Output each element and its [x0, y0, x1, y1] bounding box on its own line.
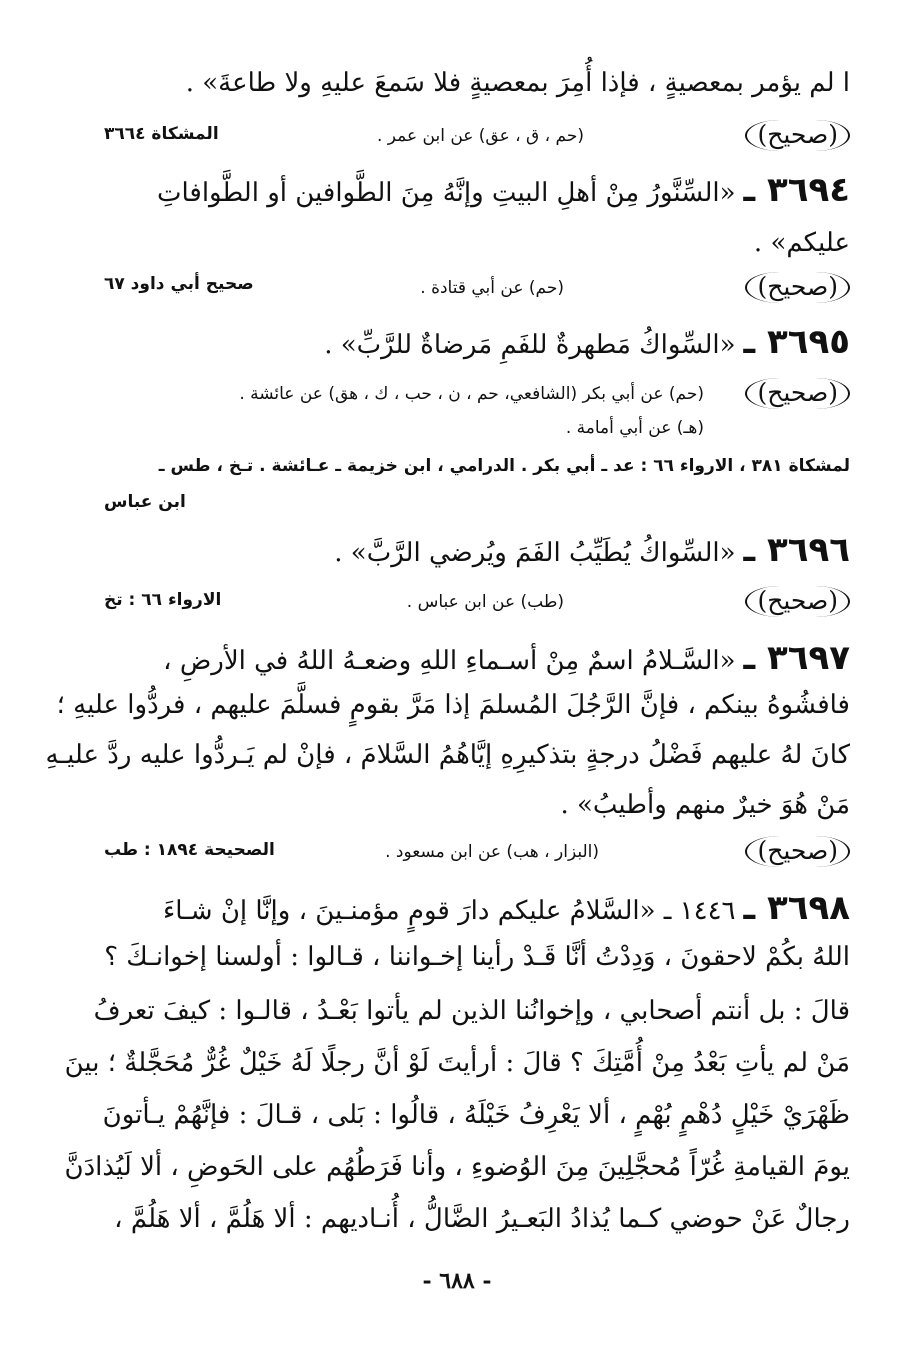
source-text: (حم) عن أبي قتادة .	[420, 278, 564, 298]
grade-badge: (صحيح)	[745, 378, 850, 409]
reference-text: ابن عباس	[104, 492, 186, 512]
hadith-3697-line	[96, 638, 850, 678]
hadith-number: ٣٦٩٤ ـ	[743, 170, 850, 210]
page-number: - ٦٨٨ -	[422, 1268, 492, 1294]
reference-text: صحيح أبي داود ٦٧	[104, 274, 254, 294]
hadith-number: ٣٦٩٦ ـ	[743, 530, 850, 570]
text-line: كانَ لهُ عليهم فَضْلُ درجةٍ بتذكيرِهِ إيَّاهُمُ السَّلامَ ، فإنْ لم يَـردُّوا عليه ردَّ عليـهِ	[45, 740, 850, 770]
text-line: اللهُ بكُمْ لاحقونَ ، وَدِدْتُ أنَّا قَـدْ رأينا إخـواننا ، قـالوا : أولسنا إخوانـكَ ؟	[104, 942, 850, 972]
hadith-number: ٣٦٩٧ ـ	[743, 638, 850, 678]
text-line: يومَ القيامةِ غُرّاً مُحجَّلِينَ مِنَ الوُضوءِ ، وأنا فَرَطُهُم على الحَوضِ ، ألا لَيُذادَنَّ	[64, 1152, 850, 1182]
grade-badge: (صحيح)	[745, 272, 850, 303]
source-text: (البزار ، هب) عن ابن مسعود .	[385, 842, 599, 862]
text-line: فافشُوهُ بينكم ، فإنَّ الرَّجُلَ المُسلمَ إذا مَرَّ بقومٍ فسلَّمَ عليهم ، فردُّوا عليهِ ؛	[56, 690, 850, 720]
hadith-3698-line	[96, 888, 850, 928]
source-text: (هـ) عن أبي أمامة .	[565, 418, 704, 438]
text-line: مَنْ هُوَ خيرٌ منهم وأطيبُ» .	[560, 790, 850, 820]
text-line: عليكم» .	[753, 228, 850, 258]
hadith-3696-line	[96, 530, 850, 570]
source-text: (طب) عن ابن عباس .	[406, 592, 564, 612]
hadith-text: «السِّواكُ يُطَيِّبُ الفَمَ ويُرضي الرَّبَّ» .	[334, 538, 736, 568]
grade-badge: (صحيح)	[745, 120, 850, 151]
source-text: (حم) عن أبي بكر (الشافعي، حم ، ن ، حب ، ك ، هق) عن عائشة .	[239, 384, 704, 404]
reference-text: الارواء ٦٦ : تخ	[104, 590, 222, 610]
text-line: ا لم يؤمر بمعصيةٍ ، فإذا أُمِرَ بمعصيةٍ فلا سَمعَ عليهِ ولا طاعةَ» .	[185, 68, 850, 98]
text-line: مَنْ لم يأتِ بَعْدُ مِنْ أُمَّتِكَ ؟ قالَ : أرأيتَ لَوْ أنَّ رجلًا لَهُ خَيْلٌ غُرٌّ مُحَجَّلةٌ ؛ بينَ	[64, 1048, 850, 1078]
text-line: رجالٌ عَنْ حوضي كـما يُذادُ البَعـيرُ الضَّالُّ ، أُنـاديهم : ألا هَلُمَّ ، ألا هَلُمَّ ،	[114, 1204, 850, 1234]
hadith-text: «السِّنَّورُ مِنْ أهلِ البيتِ وإنَّهُ مِنَ الطَّوافين أو الطَّوافاتِ	[157, 178, 736, 208]
hadith-text: «السِّواكُ مَطهرةٌ للفَمِ مَرضاةٌ للرَّبِّ» .	[324, 330, 736, 360]
hadith-3694-line	[96, 170, 850, 210]
hadith-text: ١٤٤٦ ـ «السَّلامُ عليكم دارَ قومٍ مؤمنـينَ ، وإنَّا إنْ شـاءَ	[163, 896, 736, 926]
text-line: قالَ : بل أنتم أصحابي ، وإخوانُنا الذين لم يأتوا بَعْـدُ ، قالـوا : كيفَ تعرفُ	[93, 996, 850, 1026]
reference-text: لمشكاة ٣٨١ ، الارواء ٦٦ : عد ـ أبي بكر . الدرامي ، ابن خزيمة ـ عـائشة . تـخ ، طس ـ	[158, 456, 850, 476]
grade-badge: (صحيح)	[745, 586, 850, 617]
hadith-text: «السَّـلامُ اسمٌ مِنْ أسـماءِ اللهِ وضعـهُ اللهُ في الأرضِ ،	[163, 646, 736, 676]
reference-text: الصحيحة ١٨٩٤ : طب	[104, 840, 275, 860]
hadith-number: ٣٦٩٥ ـ	[743, 322, 850, 362]
hadith-number: ٣٦٩٨ ـ	[743, 888, 850, 928]
text-line: ظَهْرَيْ خَيْلٍ دُهْمٍ بُهْمٍ ، ألا يَعْرِفُ خَيْلَهُ ، قالُوا : بَلى ، قـالَ : فإنَّهُمْ يـأتونَ	[102, 1100, 850, 1130]
grade-badge: (صحيح)	[745, 836, 850, 867]
reference-text: المشكاة ٣٦٦٤	[104, 124, 219, 144]
source-text: (حم ، ق ، عق) عن ابن عمر .	[376, 126, 584, 146]
hadith-3695-line	[96, 322, 850, 362]
